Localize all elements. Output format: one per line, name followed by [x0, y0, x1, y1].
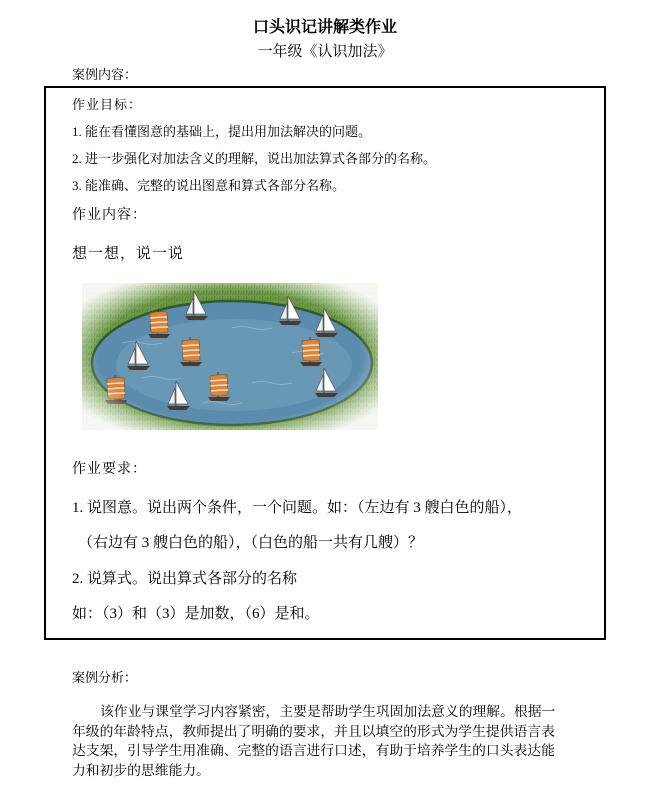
activity-prompt: 想一想，说一说	[72, 246, 185, 262]
lake-sailboats-image	[82, 283, 378, 430]
goals-heading: 作业目标：	[72, 97, 143, 112]
case-analysis-label: 案例分析：	[72, 670, 138, 685]
analysis-paragraph-line: 该作业与课堂学习内容紧密，主要是帮助学生巩固加法意义的理解。根据一	[100, 704, 556, 719]
requirements-heading: 作业要求：	[72, 462, 147, 477]
requirement-item: （右边有 3 艘白色的船），（白色的船一共有几艘）？	[78, 535, 424, 551]
requirement-item: 如：（3）和（3）是加数，（6）是和。	[72, 606, 320, 622]
goal-item: 2. 进一步强化对加法含义的理解，说出加法算式各部分的名称。	[72, 151, 437, 166]
page-subtitle: 一年级《认识加法》	[257, 44, 393, 60]
requirement-item: 1. 说图意。说出两个条件，一个问题。如：（左边有 3 艘白色的船），	[72, 500, 523, 516]
requirement-item: 2. 说算式。说出算式各部分的名称	[72, 571, 298, 587]
goal-item: 3. 能准确、完整的说出图意和算式各部分名称。	[72, 178, 346, 193]
assignment-box	[44, 86, 606, 640]
analysis-paragraph-line: 年级的年龄特点，教师提出了明确的要求，并且以填空的形式为学生提供语言表	[72, 723, 555, 739]
analysis-paragraph-line: 达支架，引导学生用准确、完整的语言进行口述，有助于培养学生的口头表达能	[72, 743, 555, 758]
content-heading: 作业内容：	[72, 208, 147, 223]
page-title: 口头识记讲解类作业	[252, 19, 397, 36]
analysis-paragraph-line: 力和初步的思维能力。	[72, 762, 210, 778]
goal-item: 1. 能在看懂图意的基础上，提出用加法解决的问题。	[72, 124, 372, 139]
case-content-label: 案例内容：	[72, 67, 138, 82]
